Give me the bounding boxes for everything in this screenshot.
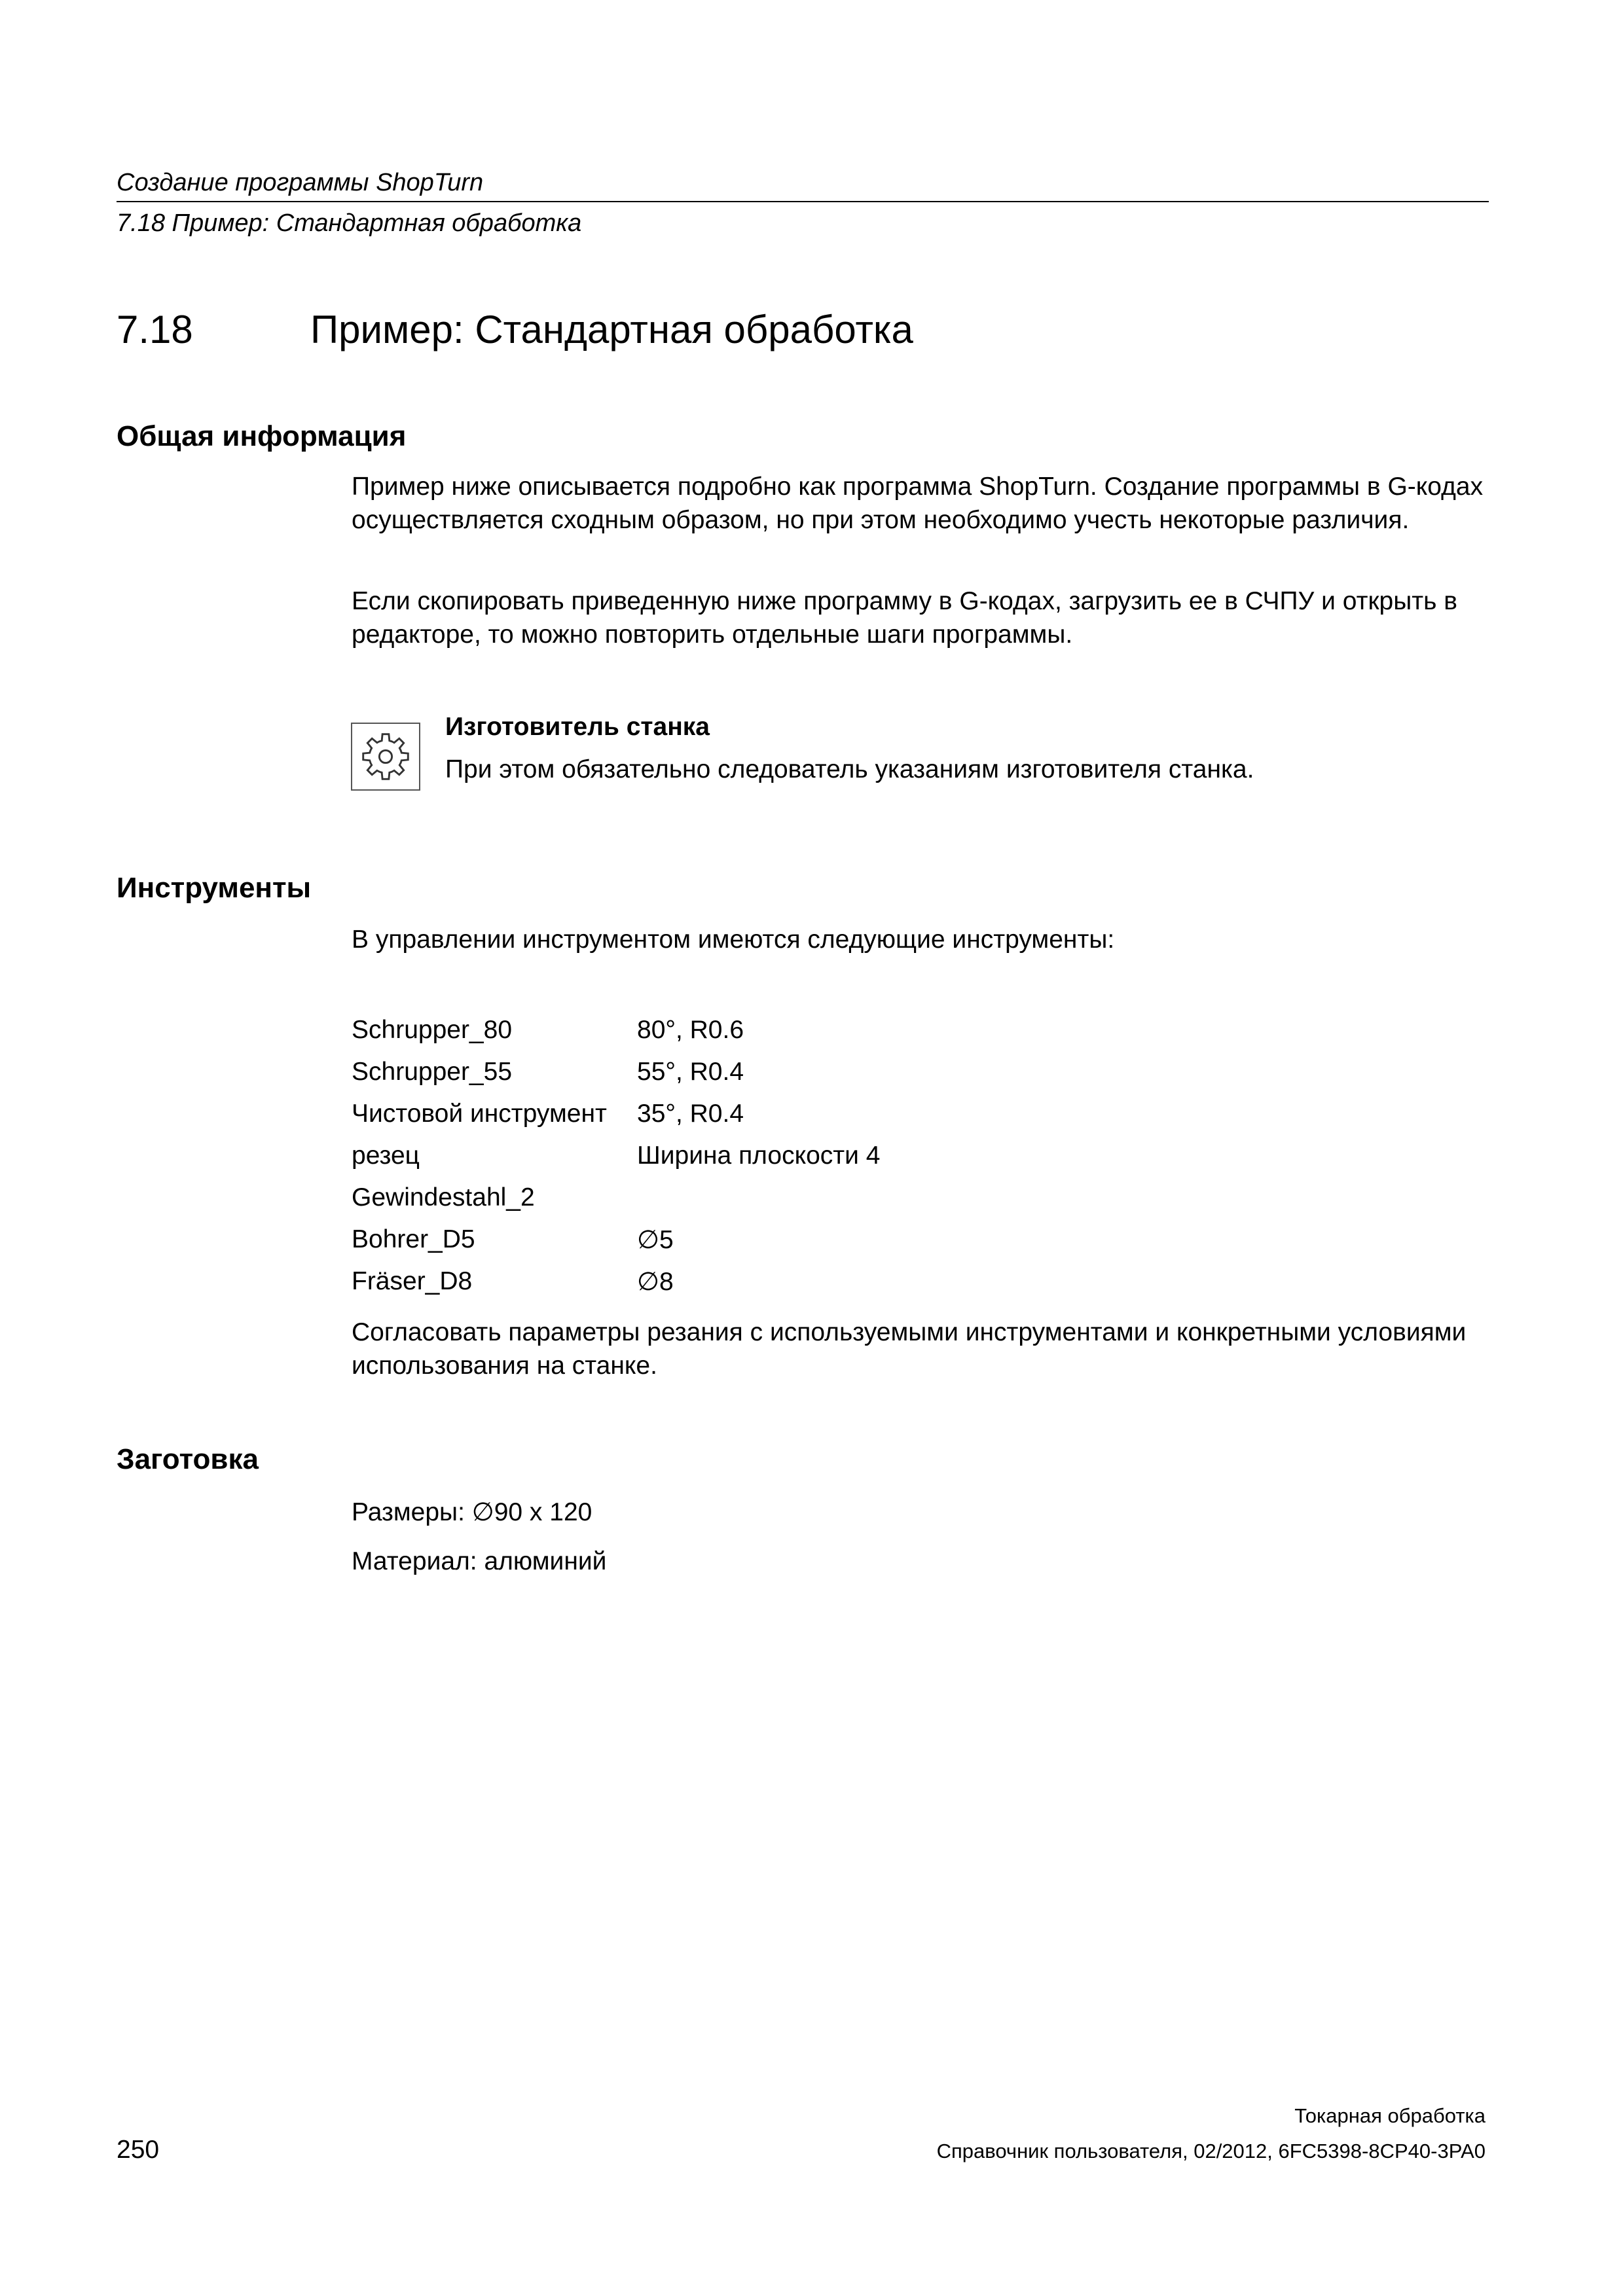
general-heading: Общая информация — [117, 420, 407, 452]
running-header-section: 7.18 Пример: Стандартная обработка — [117, 209, 582, 237]
tool-row — [352, 1093, 880, 1135]
tool-name: Fräser_D8 — [352, 1267, 473, 1295]
section-number: 7.18 — [117, 308, 193, 351]
tool-spec: 55°, R0.4 — [637, 1058, 744, 1086]
running-header-chapter: Создание программы ShopTurn — [117, 169, 484, 196]
tool-row — [352, 1261, 880, 1302]
tool-row — [352, 1009, 880, 1051]
tool-spec — [637, 1177, 880, 1219]
general-paragraph-2: Если скопировать приведенную ниже программу в G-кодах, загрузить ее в СЧПУ и открыть в редакторе, то можно повторить отдельные шаги программы. — [352, 587, 1457, 649]
tool-name: Bohrer_D5 — [352, 1225, 475, 1253]
tool-row — [352, 1177, 880, 1219]
tool-spec: ∅5 — [637, 1225, 674, 1254]
gear-icon — [351, 723, 420, 791]
blank-material: Материал: алюминий — [352, 1547, 607, 1575]
page-number: 250 — [117, 2136, 160, 2164]
note-text: При этом обязательно следователь указаниям изготовителя станка. — [445, 755, 1254, 783]
tool-name: Чистовой инструмент — [352, 1100, 607, 1128]
tools-intro: В управлении инструментом имеются следующие инструменты: — [352, 925, 1115, 954]
general-paragraph-1: Пример ниже описывается подробно как программа ShopTurn. Создание программы в G-кодах осуществляется сходным образом, но при этом необходимо учесть некоторые различия. — [352, 473, 1484, 534]
tools-table — [352, 1009, 880, 1302]
tool-row — [352, 1219, 880, 1261]
tool-spec: Ширина плоскости 4 — [637, 1141, 881, 1170]
tool-row — [352, 1135, 880, 1177]
tool-spec: 80°, R0.6 — [637, 1016, 744, 1044]
blank-heading: Заготовка — [117, 1443, 259, 1475]
header-rule — [117, 201, 1489, 202]
tool-spec: ∅8 — [637, 1267, 674, 1296]
note-title: Изготовитель станка — [445, 713, 710, 741]
tool-spec: 35°, R0.4 — [637, 1100, 744, 1128]
tools-outro: Согласовать параметры резания с используемыми инструментами и конкретными условиями использования на станке. — [352, 1318, 1467, 1380]
footer-book-title: Токарная обработка — [1294, 2104, 1486, 2127]
blank-dimensions: Размеры: ∅90 x 120 — [352, 1498, 593, 1526]
tool-name: резец — [352, 1141, 420, 1170]
section-title: Пример: Стандартная обработка — [310, 308, 913, 351]
tools-heading: Инструменты — [117, 872, 312, 904]
tool-name: Gewindestahl_2 — [352, 1183, 535, 1211]
tool-name: Schrupper_80 — [352, 1016, 513, 1044]
tool-row — [352, 1051, 880, 1093]
footer-reference: Справочник пользователя, 02/2012, 6FC5398-8CP40-3PA0 — [936, 2140, 1486, 2162]
tool-name: Schrupper_55 — [352, 1058, 513, 1086]
